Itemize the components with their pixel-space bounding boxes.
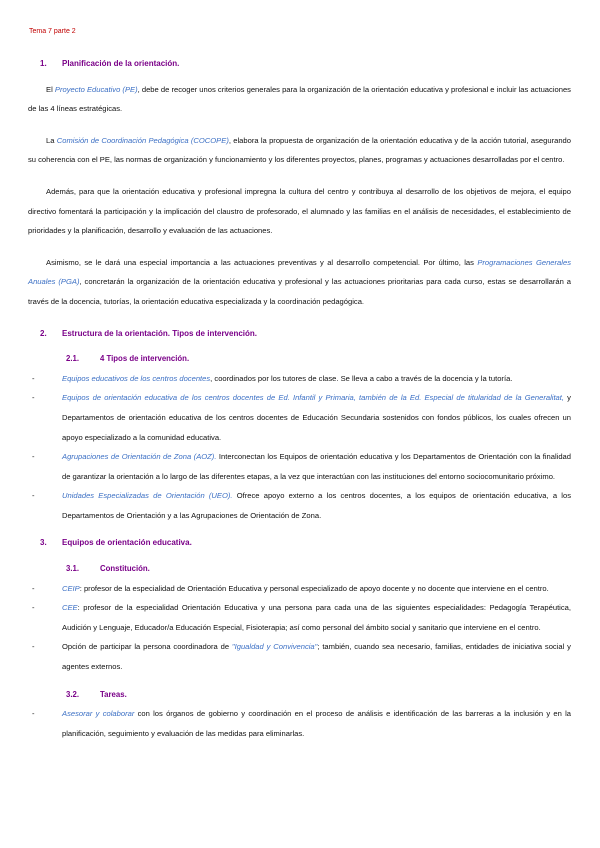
highlight-pe: Proyecto Educativo (PE) (54, 84, 138, 94)
section-2-title: Estructura de la orientación. Tipos de intervención. (62, 328, 258, 338)
list-item (28, 486, 571, 525)
section-1-heading (28, 54, 571, 74)
list-text: con los órganos de gobierno y coordinación en el proceso de análisis e identificación de las barreras a la inclusión y en la planificación, seguimiento y evaluación de las medidas para eliminarlas. (62, 709, 572, 738)
text: La (46, 135, 57, 145)
subsection-3-1-number: 3.1. (66, 564, 80, 574)
section-3-number: 3. (40, 538, 47, 548)
list-item (28, 447, 571, 486)
list-text: Ofrece apoyo externo a los centros docentes, a los equipos de orientación educativa, a los Departamentos de Orientación y a las Agrupaciones de Orientación de Zona. (62, 491, 571, 520)
highlight-term: Equipos de orientación educativa de los centros docentes de Ed. Infantil y Primaria, también de la Ed. Especial de titularidad de la Generalitat, (62, 393, 565, 403)
highlight-term: Unidades Especializadas de Orientación (UEO). (62, 491, 233, 501)
text: , debe de recoger unos criterios generales para la organización de la orientación educativa y profesional e incluir las actuaciones de las 4 líneas estratégicas. (28, 84, 571, 114)
highlight-pga: Programaciones Generales Anuales (PGA) (28, 257, 571, 287)
list-text: , coordinados por los tutores de clase. Se lleva a cabo a través de la docencia y la tutoría. (210, 373, 513, 383)
intervention-types-list (28, 369, 571, 526)
list-dash: - (32, 393, 35, 403)
text: Asimismo, se le dará una especial importancia a las actuaciones preventivas y al desarrollo competencial. Por último, las (46, 257, 478, 267)
highlight-term: CEIP (62, 583, 80, 593)
subsection-3-1-heading (28, 559, 571, 579)
highlight-term: "Igualdad y Convivencia" (231, 642, 318, 652)
list-dash: - (32, 491, 35, 501)
list-dash: - (32, 583, 35, 593)
list-item (28, 598, 571, 637)
list-dash: - (32, 603, 35, 613)
subsection-3-1-title: Constitución. (100, 564, 150, 574)
list-item (28, 637, 571, 676)
highlight-term: Asesorar y colaborar (62, 709, 135, 719)
paragraph-pe (28, 80, 571, 119)
section-3-heading (28, 533, 571, 553)
tasks-list (28, 704, 571, 743)
subsection-2-1-title: 4 Tipos de intervención. (100, 354, 190, 364)
highlight-term: CEE (62, 603, 78, 613)
page-header: Tema 7 parte 2 (29, 28, 76, 35)
section-3-title: Equipos de orientación educativa. (62, 538, 192, 548)
highlight-cocope: Comisión de Coordinación Pedagógica (COCOPE) (56, 135, 229, 145)
paragraph-equipo-directivo: Además, para que la orientación educativa y profesional impregna la cultura del centro y contribuya al desarrollo de los objetivos de mejora, el equipo directivo fomentará la participación y la implicación del claustro de profesorado, el alumnado y las familias en el análisis de necesidades, el establecimiento de prioridades y la planificación, desarrollo y evaluación de las actuaciones. (28, 186, 571, 236)
subsection-2-1-heading (28, 349, 571, 369)
list-dash: - (32, 642, 35, 652)
section-2-heading (28, 324, 571, 344)
text: , elabora la propuesta de organización de la orientación educativa y de la acción tutorial, asegurando su coherencia con el PE, las normas de organización y funcionamiento y los diferentes proyectos, planes, programas y actuaciones desarrolladas por el centro. (28, 135, 571, 165)
subsection-3-2-number: 3.2. (66, 689, 80, 699)
subsection-3-2-title: Tareas. (100, 689, 127, 699)
highlight-term: Equipos educativos de los centros docentes (62, 373, 211, 383)
subsection-2-1-number: 2.1. (66, 354, 80, 364)
paragraph-pga (28, 253, 571, 312)
paragraph-cocope (28, 131, 571, 170)
list-text: : profesor de la especialidad de Orientación Educativa y personal especializado de apoyo docente y no docente que interviene en el centro. (79, 583, 549, 593)
list-item (28, 579, 571, 599)
section-2-number: 2. (40, 328, 47, 338)
section-1-number: 1. (40, 59, 47, 68)
list-text: : profesor de la especialidad Orientación Educativa y una persona para cada una de las siguientes especialidades: Pedagogía Terapéutica, Audición y Lenguaje, Educador/a Educación Especial, Fisioterapia; así como personal del ámbito social y sanitario que interviene en el centro. (62, 603, 571, 632)
text: , concretarán la organización de la orientación educativa y profesional y las actuaciones prioritarias para cada curso, estas se desarrollarán a través de la docencia, tutorías, la orientación educativa especializada y la coordinación pedagógica. (28, 277, 571, 306)
list-item (28, 388, 571, 447)
list-text: Interconectan los Equipos de orientación educativa y los Departamentos de Orientación con la finalidad de garantizar la orientación a lo largo de las diferentes etapas, a la vez que interactúan con las instituciones del entorno sociocomunitario próximo. (62, 452, 571, 481)
list-text: ; también, cuando sea necesario, familias, entidades de iniciativa social y agentes externos. (62, 642, 571, 672)
list-dash: - (32, 709, 35, 719)
subsection-3-2-heading (28, 685, 571, 705)
text: El (46, 84, 55, 94)
list-item (28, 704, 571, 743)
list-text: y Departamentos de orientación educativa de los centros docentes de Educación Secundaria sostenidos con fondos públicos, los cuales ofrecen un apoyo especializado a la comunidad educativa. (62, 393, 571, 442)
list-dash: - (32, 373, 35, 383)
constitution-list (28, 579, 571, 677)
section-1-title: Planificación de la orientación. (62, 59, 180, 68)
document-body (28, 54, 571, 751)
list-text: Opción de participar la persona coordinadora de (62, 642, 232, 652)
list-dash: - (32, 452, 35, 462)
list-item (28, 369, 571, 389)
highlight-term: Agrupaciones de Orientación de Zona (AOZ). (62, 452, 217, 462)
